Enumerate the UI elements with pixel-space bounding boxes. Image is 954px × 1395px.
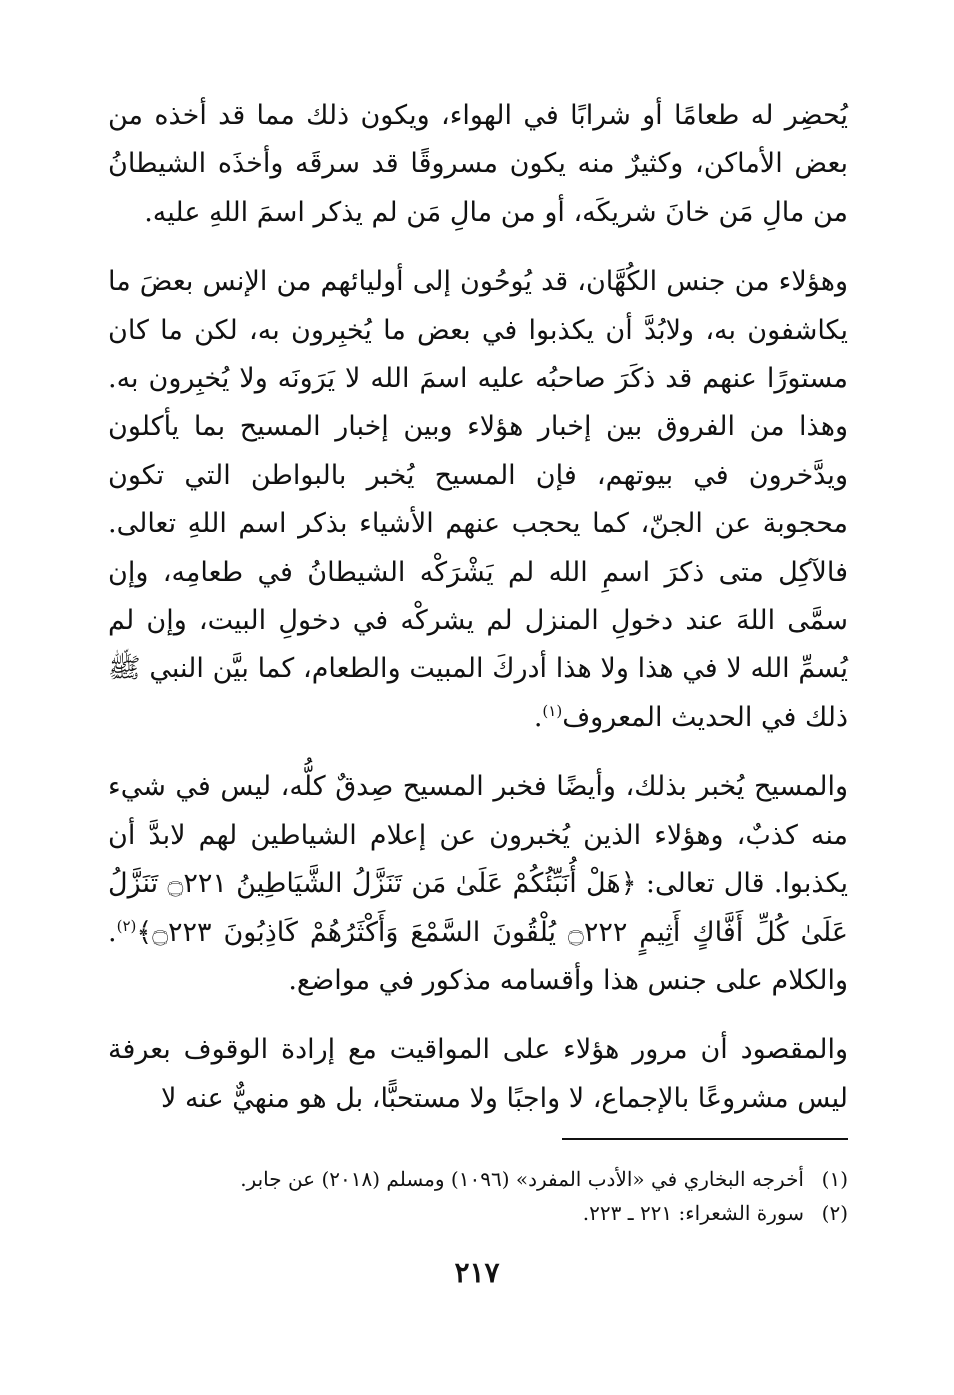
footnote-2-text: سورة الشعراء: ٢٢١ ـ ٢٢٣. <box>582 1201 804 1225</box>
paragraph-2 <box>108 258 848 742</box>
footnote-2 <box>108 1196 848 1230</box>
footnote-ref-2[interactable]: (٢) <box>116 916 137 935</box>
paragraph-3 <box>108 763 848 1005</box>
paragraph-3-text: والمسيح يُخبر بذلك، وأيضًا فخبر المسيح صِدقٌ كلُّه، ليس في شيء منه كذبٌ، وهؤلاء الذين يُخبرون عن إعلام الشياطين لهم لابدَّ أن يكذبوا. قال تعالى: ﴿هَلْ أُنَبِّئُكُمْ عَلَىٰ مَن تَنَزَّلُ الشَّيَاطِينُ ۝٢٢١ تَنَزَّلُ عَلَىٰ كُلِّ أَفَّاكٍ أَثِيمٍ ۝٢٢٢ يُلْقُونَ السَّمْعَ وَأَكْثَرُهُمْ كَاذِبُونَ ۝٢٢٣﴾ <box>108 771 848 948</box>
footnote-divider <box>562 1138 848 1140</box>
footnote-1-text: أخرجه البخاري في «الأدب المفرد» (١٠٩٦) ومسلم (٢٠١٨) عن جابر. <box>240 1167 804 1191</box>
page-number: ٢١٧ <box>454 1256 500 1289</box>
paragraph-2-text: وهؤلاء من جنس الكُهَّان، قد يُوحُون إلى أوليائهم من الإنس بعضَ ما يكاشفون به، ولابُدَّ أن يكذبوا في بعض ما يُخبِرون به، لكن ما كان مستورًا عنهم قد ذكَرَ صاحبُه عليه اسمَ الله لا يَرَونَه ولا يُخبِرون به. وهذا من الفروق بين إخبار هؤلاء وبين إخبار المسيح بما يأكلون ويدَّخرون في بيوتهم، فإن المسيح يُخبر بالبواطن التي تكون محجوبة عن الجنّ، كما يحجب عنهم الأشياء بذكر اسم اللهِ تعالى. فالآكِل متى ذكرَ اسمِ الله لم يَشْرَكْه الشيطانُ في طعامِه، وإن سمَّى اللهَ عند دخولِ المنزل لم يشركْه في دخولِ البيت، وإن لم يُسمِّ الله لا في هذا ولا هذا أدركَ المبيت والطعام، كما بيَّن النبي ﷺ ذلك في الحديث المعروف <box>108 266 848 733</box>
footnote-1 <box>108 1162 848 1196</box>
paragraph-1: يُحضِر له طعامًا أو شرابًا في الهواء، ويكون ذلك مما قد أخذه من بعض الأماكن، وكثيرٌ منه يكون مسروقًا قد سرقَه وأخذَه الشيطانُ من مالِ مَن خانَ شريكَه، أو من مالِ مَن لم يذكر اسمَ اللهِ عليه. <box>108 100 848 228</box>
main-text <box>108 92 848 1123</box>
paragraph-2-end: . <box>533 701 543 733</box>
footnote-ref-1[interactable]: (١) <box>542 701 563 720</box>
paragraph-3-end: . والكلام على جنس هذا وأقسامه مذكور في مواضع. <box>108 916 848 996</box>
footnotes <box>108 1162 848 1230</box>
paragraph-4: والمقصود أن مرور هؤلاء على المواقيت مع إرادة الوقوف بعرفة ليس مشروعًا بالإجماع، لا واجبًا ولا مستحبًّا، بل هو منهيٌّ عنه لا <box>108 1034 849 1114</box>
footnote-1-number: (١) <box>821 1167 848 1191</box>
footnote-2-number: (٢) <box>821 1201 848 1225</box>
